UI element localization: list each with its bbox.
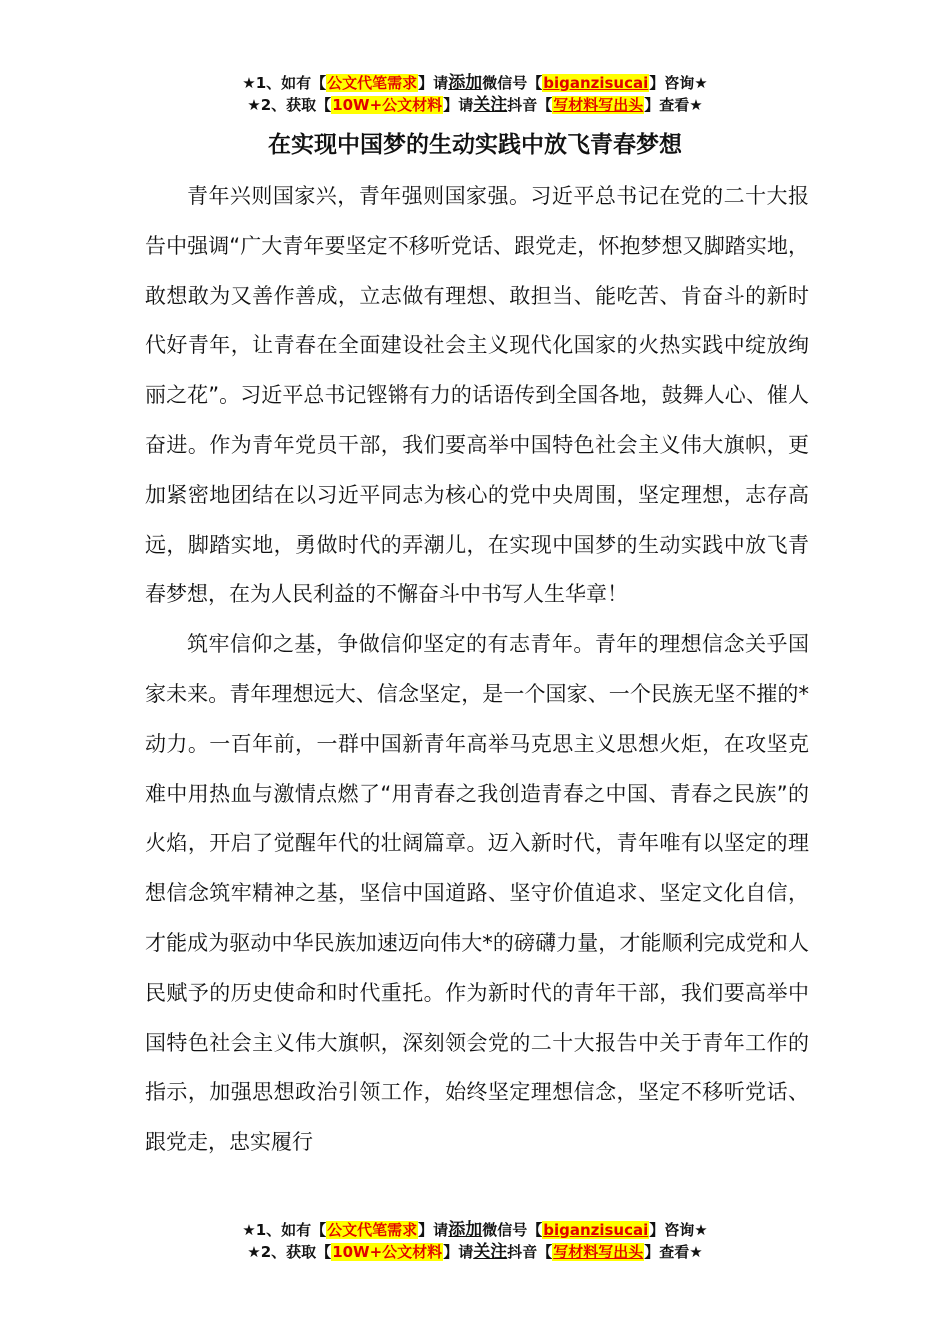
banner-text: 】请	[418, 74, 449, 92]
banner-emphasis: 关注	[473, 95, 508, 115]
highlight-wechat-id[interactable]: biganzisucai	[543, 74, 649, 92]
footer-banner	[0, 1219, 950, 1263]
highlight-materials: 10W+公文材料	[332, 1243, 443, 1261]
paragraph-1: 青年兴则国家兴，青年强则国家强。习近平总书记在党的二十大报告中强调“广大青年要坚定不移听党话、跟党走，怀抱梦想又脚踏实地，敢想敢为又善作善成，立志做有理想、敢担当、能吃苦、肯奋斗的新时代好青年，让青春在全面建设社会主义现代化国家的火热实践中绽放绚丽之花”。习近平总书记铿锵有力的话语传到全国各地，鼓舞人心、催人奋进。作为青年党员干部，我们要高举中国特色社会主义伟大旗帜，更加紧密地团结在以习近平同志为核心的党中央周围，坚定理想，志存高远，脚踏实地，勇做时代的弄潮儿，在实现中国梦的生动实践中放飞青春梦想，在为人民利益的不懈奋斗中书写人生华章！	[145, 184, 809, 607]
banner-text: 微信号【	[482, 74, 543, 92]
banner-text: 】查看★	[644, 1243, 703, 1261]
banner-text: 】请	[443, 96, 474, 114]
banner-emphasis: 添加	[448, 1220, 483, 1240]
highlight-wechat-id[interactable]: biganzisucai	[543, 1221, 649, 1239]
banner-text: 】请	[418, 1221, 449, 1239]
highlight-service: 公文代笔需求	[327, 74, 418, 92]
header-banner	[0, 72, 950, 116]
banner-line-2	[0, 94, 950, 116]
banner-text: ★1、如有【	[242, 1221, 327, 1239]
banner-text: 抖音【	[507, 1243, 553, 1261]
highlight-service: 公文代笔需求	[327, 1221, 418, 1239]
banner-text: 】咨询★	[649, 74, 708, 92]
banner-text: 】请	[443, 1243, 474, 1261]
highlight-materials: 10W+公文材料	[332, 96, 443, 114]
paragraph-2: 筑牢信仰之基，争做信仰坚定的有志青年。青年的理想信念关乎国家未来。青年理想远大、信念坚定，是一个国家、一个民族无坚不摧的*动力。一百年前，一群中国新青年高举马克思主义思想火炬，在攻坚克难中用热血与激情点燃了“用青春之我创造青春之中国、青春之民族”的火焰，开启了觉醒年代的壮阔篇章。迈入新时代，青年唯有以坚定的理想信念筑牢精神之基，坚信中国道路、坚守价值追求、坚定文化自信，才能成为驱动中华民族加速迈向伟大*的磅礴力量，才能顺利完成党和人民赋予的历史使命和时代重托。作为新时代的青年干部，我们要高举中国特色社会主义伟大旗帜，深刻领会党的二十大报告中关于青年工作的指示，加强思想政治引领工作，始终坚定理想信念，坚定不移听党话、跟党走，忠实履行	[145, 632, 809, 1155]
highlight-douyin[interactable]: 写材料写出头	[553, 96, 644, 114]
banner-line-1	[0, 72, 950, 94]
banner-text: ★1、如有【	[242, 74, 327, 92]
banner-line-1	[0, 1219, 950, 1241]
banner-text: ★2、获取【	[247, 1243, 332, 1261]
banner-emphasis: 添加	[448, 73, 483, 93]
document-title: 在实现中国梦的生动实践中放飞青春梦想	[268, 132, 682, 158]
banner-emphasis: 关注	[473, 1242, 508, 1262]
banner-text: 】查看★	[644, 96, 703, 114]
banner-text: ★2、获取【	[247, 96, 332, 114]
banner-text: 微信号【	[482, 1221, 543, 1239]
banner-line-2	[0, 1241, 950, 1263]
document-body	[145, 172, 809, 1168]
highlight-douyin[interactable]: 写材料写出头	[553, 1243, 644, 1261]
banner-text: 】咨询★	[649, 1221, 708, 1239]
banner-text: 抖音【	[507, 96, 553, 114]
